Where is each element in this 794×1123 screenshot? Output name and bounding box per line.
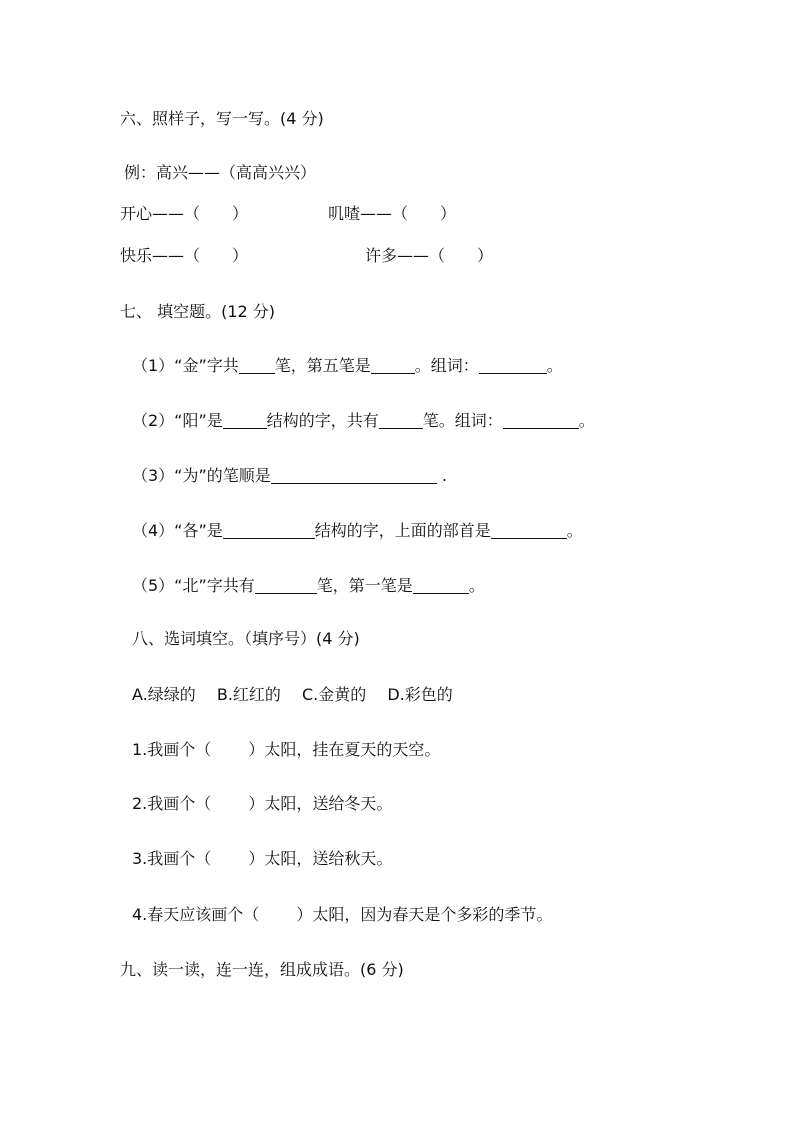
section6-example: 例：高兴——（高高兴兴） xyxy=(124,163,317,182)
section6-item-1b: 叽喳——（ ） xyxy=(328,204,457,223)
q5-blank-first-stroke[interactable] xyxy=(413,577,469,594)
section8-options: A.绿绿的 B.红红的 C.金黄的 D.彩色的 xyxy=(132,685,453,704)
q1-blank-strokes[interactable] xyxy=(239,357,275,374)
section7-question-3 xyxy=(132,465,447,487)
q3-blank-stroke-order[interactable] xyxy=(271,467,437,484)
section7-question-1 xyxy=(132,355,563,377)
q1-blank-word[interactable] xyxy=(479,357,547,374)
q5-blank-strokes[interactable] xyxy=(255,577,317,594)
q2-text-1: （2）“阳”是 xyxy=(132,411,223,430)
section8-heading: 八、选词填空。（填序号）(4 分) xyxy=(132,629,360,648)
q1-text-3: 。组词： xyxy=(414,356,479,375)
q2-text-2: 结构的字，共有 xyxy=(266,411,379,430)
section6-item-2b: 许多——（ ） xyxy=(365,246,494,265)
section8-item-4: 4.春天应该画个（ ）太阳，因为春天是个多彩的季节。 xyxy=(132,905,553,924)
q4-text-1: （4）“各”是 xyxy=(132,521,223,540)
q1-text-2: 笔，第五笔是 xyxy=(274,356,371,375)
q2-blank-structure[interactable] xyxy=(223,412,267,429)
q1-text-4: 。 xyxy=(546,356,563,375)
q4-text-2: 结构的字，上面的部首是 xyxy=(314,521,491,540)
section9-heading: 九、读一读，连一连，组成成语。(6 分) xyxy=(120,960,404,979)
q3-text-2: . xyxy=(436,466,447,485)
q5-text-2: 笔，第一笔是 xyxy=(316,576,413,595)
section6-heading: 六、照样子，写一写。(4 分) xyxy=(120,109,324,128)
q2-blank-strokes[interactable] xyxy=(379,412,423,429)
section7-heading: 七、 填空题。(12 分) xyxy=(120,302,276,321)
q3-text-1: （3）“为”的笔顺是 xyxy=(132,466,271,485)
q1-text-1: （1）“金”字共 xyxy=(132,356,239,375)
section6-item-1a: 开心——（ ） xyxy=(120,204,249,223)
section6-item-2a: 快乐——（ ） xyxy=(120,246,249,265)
q5-text-3: 。 xyxy=(468,576,485,595)
section8-item-1: 1.我画个（ ）太阳，挂在夏天的天空。 xyxy=(132,740,441,759)
q2-text-3: 笔。组词： xyxy=(422,411,503,430)
section8-item-2: 2.我画个（ ）太阳，送给冬天。 xyxy=(132,794,393,813)
q5-text-1: （5）“北”字共有 xyxy=(132,576,255,595)
q2-text-4: 。 xyxy=(578,411,595,430)
q4-text-3: 。 xyxy=(566,521,583,540)
q4-blank-structure[interactable] xyxy=(223,522,315,539)
section8-item-3: 3.我画个（ ）太阳，送给秋天。 xyxy=(132,849,393,868)
q4-blank-radical[interactable] xyxy=(491,522,567,539)
q2-blank-word[interactable] xyxy=(503,412,579,429)
section7-question-4 xyxy=(132,520,583,542)
section7-question-5 xyxy=(132,575,485,597)
section7-question-2 xyxy=(132,410,595,432)
q1-blank-fifth-stroke[interactable] xyxy=(371,357,415,374)
